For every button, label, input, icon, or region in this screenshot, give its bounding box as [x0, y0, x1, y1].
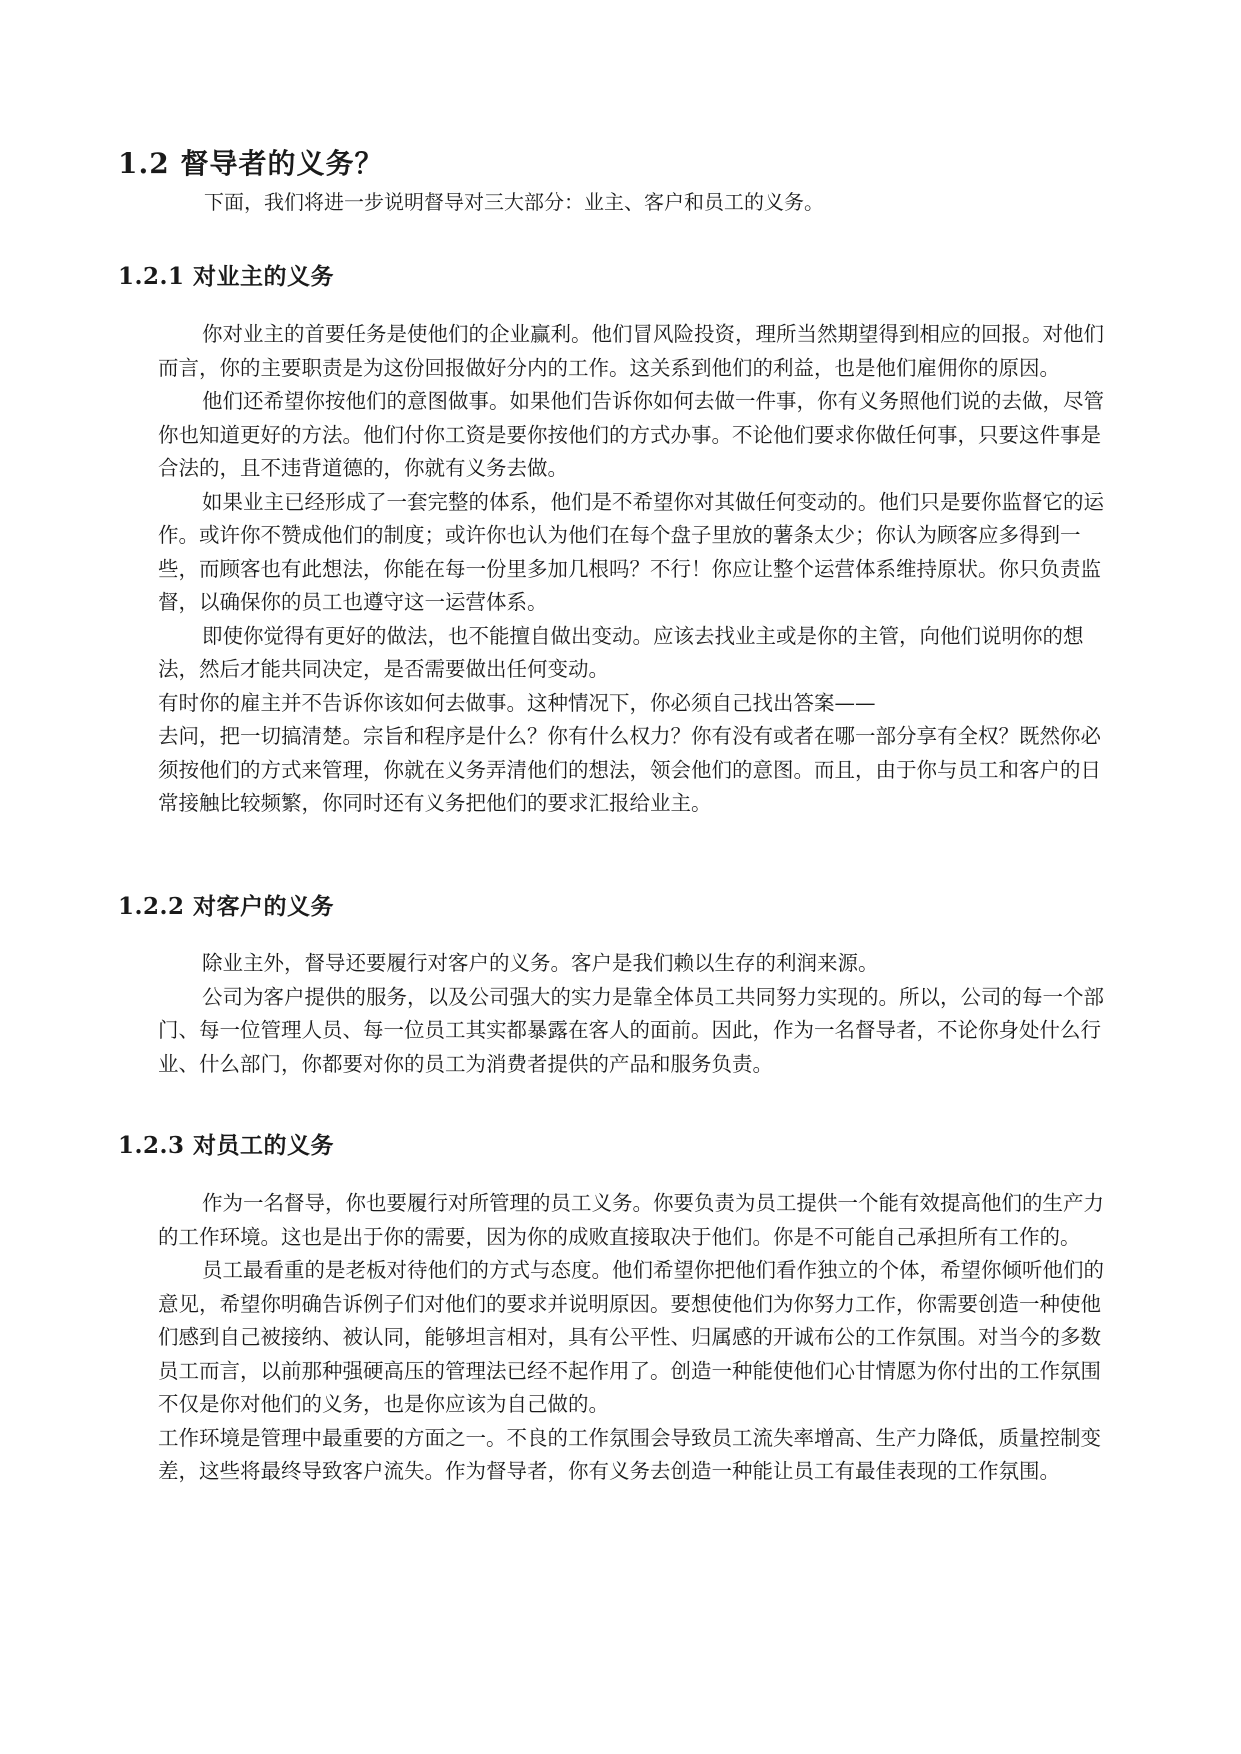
intro-text: 下面，我们将进一步说明督导对三大部分：业主、客户和员工的义务。	[204, 190, 824, 214]
paragraph: 公司为客户提供的服务，以及公司强大的实力是靠全体员工共同努力实现的。所以，公司的每一个部门、每一位管理人员、每一位员工其实都暴露在客人的面前。因此，作为一名督导者，不论你身处什么行业、什么部门，你都要对你的员工为消费者提供的产品和服务负责。	[158, 984, 1104, 1076]
paragraph: 他们还希望你按他们的意图做事。如果他们告诉你如何去做一件事，你有义务照他们说的去做，尽管你也知道更好的方法。他们付你工资是要你按他们的方式办事。不论他们要求你做任何事，只要这件事是合法的，且不违背道德的，你就有义务去做。	[158, 389, 1104, 480]
paragraph: 有时你的雇主并不告诉你该如何去做事。这种情况下，你必须自己找出答案——	[158, 690, 876, 715]
paragraph: 如果业主已经形成了一套完整的体系，他们是不希望你对其做任何变动的。他们只是要你监督它的运作。或许你不赞成他们的制度；或许你也认为他们在每个盘子里放的薯条太少；你认为顾客应多得到一些，而顾客也有此想法，你能在每一份里多加几根吗？不行！你应让整个运营体系维持原状。你只负责监督，以确保你的员工也遵守这一运营体系。	[158, 489, 1104, 614]
paragraph: 员工最看重的是老板对待他们的方式与态度。他们希望你把他们看作独立的个体，希望你倾听他们的意见，希望你明确告诉例子们对他们的要求并说明原因。要想使他们为你努力工作，你需要创造一种使他们感到自己被接纳、被认同，能够坦言相对，具有公平性、归属感的开诚布公的工作氛围。对当今的多数员工而言，以前那种强硬高压的管理法已经不起作用了。创造一种能使他们心甘情愿为你付出的工作氛围不仅是你对他们的义务，也是你应该为自己做的。	[158, 1258, 1104, 1416]
section-heading: 1.2 督导者的义务？	[118, 147, 384, 180]
owner-duty-body	[158, 318, 1118, 821]
paragraph: 你对业主的首要任务是使他们的企业赢利。他们冒风险投资，理所当然期望得到相应的回报。对他们而言，你的主要职责是为这份回报做好分内的工作。这关系到他们的利益，也是他们雇佣你的原因。	[158, 322, 1104, 380]
paragraph: 即使你觉得有更好的做法，也不能擅自做出变动。应该去找业主或是你的主管，向他们说明你的想法，然后才能共同决定，是否需要做出任何变动。	[158, 623, 1084, 681]
paragraph: 除业主外，督导还要履行对客户的义务。客户是我们赖以生存的利润来源。	[202, 951, 879, 975]
paragraph: 工作环境是管理中最重要的方面之一。不良的工作氛围会导致员工流失率增高、生产力降低，质量控制变差，这些将最终导致客户流失。作为督导者，你有义务去创造一种能让员工有最佳表现的工作氛围。	[158, 1425, 1101, 1483]
paragraph: 作为一名督导，你也要履行对所管理的员工义务。你要负责为员工提供一个能有效提高他们的生产力的工作环境。这也是出于你的需要，因为你的成败直接取决于他们。你是不可能自己承担所有工作的。	[158, 1191, 1104, 1249]
paragraph: 去问，把一切搞清楚。宗旨和程序是什么？你有什么权力？你有没有或者在哪一部分享有全权？既然你必须按他们的方式来管理，你就在义务弄清他们的想法，领会他们的意图。而且，由于你与员工和客户的日常接触比较频繁，你同时还有义务把他们的要求汇报给业主。	[158, 724, 1101, 815]
subsection-title-employee: 1.2.3 对员工的义务	[118, 1132, 335, 1159]
employee-duty-body	[158, 1187, 1118, 1489]
subsection-title-customer: 1.2.2 对客户的义务	[118, 893, 335, 920]
customer-duty-body	[158, 947, 1118, 1081]
subsection-title-owner: 1.2.1 对业主的义务	[118, 263, 335, 290]
